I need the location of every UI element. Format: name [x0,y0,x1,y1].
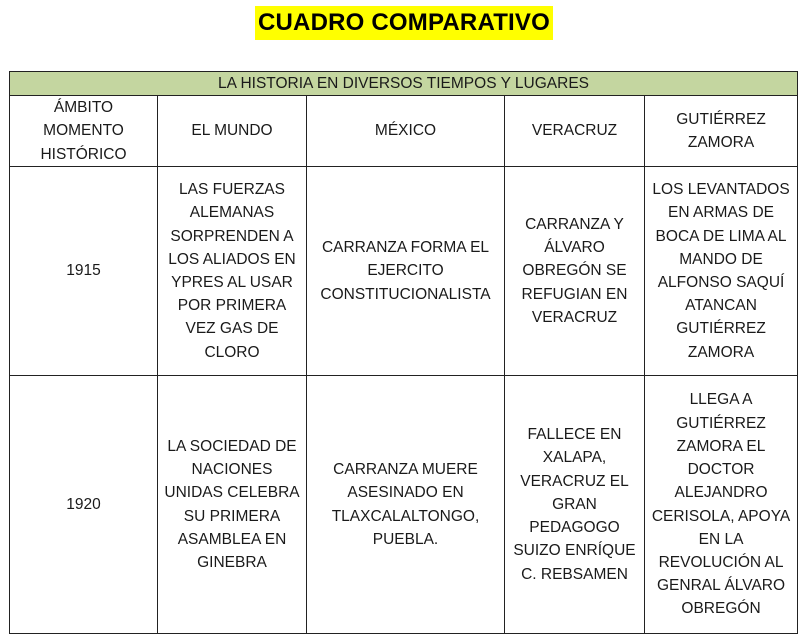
cell-gutierrez-zamora: LLEGA A GUTIÉRREZ ZAMORA EL DOCTOR ALEJANDRO CERISOLA, APOYA EN LA REVOLUCIÓN AL GENRAL ÁLVARO OBREGÓN [645,376,798,634]
cell-veracruz: FALLECE EN XALAPA, VERACRUZ EL GRAN PEDAGOGO SUIZO ENRÍQUE C. REBSAMEN [505,376,645,634]
comparison-table [9,71,798,634]
table-row [10,167,798,376]
cell-mundo: LA SOCIEDAD DE NACIONES UNIDAS CELEBRA SU PRIMERA ASAMBLEA EN GINEBRA [158,376,307,634]
table-row [10,376,798,634]
title-container [0,6,808,40]
header-ambito: ÁMBITO MOMENTO HISTÓRICO [10,96,158,167]
cell-veracruz: CARRANZA Y ÁLVARO OBREGÓN SE REFUGIAN EN VERACRUZ [505,167,645,376]
header-gutierrez-zamora: GUTIÉRREZ ZAMORA [645,96,798,167]
page-title: CUADRO COMPARATIVO [255,6,553,40]
cell-mundo: LAS FUERZAS ALEMANAS SORPRENDEN A LOS ALIADOS EN YPRES AL USAR POR PRIMERA VEZ GAS DE CLORO [158,167,307,376]
cell-year: 1915 [10,167,158,376]
table-header-row [10,96,798,167]
table-banner: LA HISTORIA EN DIVERSOS TIEMPOS Y LUGARES [10,72,798,96]
header-veracruz: VERACRUZ [505,96,645,167]
header-mexico: MÉXICO [307,96,505,167]
cell-mexico: CARRANZA FORMA EL EJERCITO CONSTITUCIONALISTA [307,167,505,376]
header-mundo: EL MUNDO [158,96,307,167]
cell-gutierrez-zamora: LOS LEVANTADOS EN ARMAS DE BOCA DE LIMA AL MANDO DE ALFONSO SAQUÍ ATANCAN GUTIÉRREZ ZAMORA [645,167,798,376]
table-banner-row [10,72,798,96]
cell-year: 1920 [10,376,158,634]
cell-mexico: CARRANZA MUERE ASESINADO EN TLAXCALALTONGO, PUEBLA. [307,376,505,634]
